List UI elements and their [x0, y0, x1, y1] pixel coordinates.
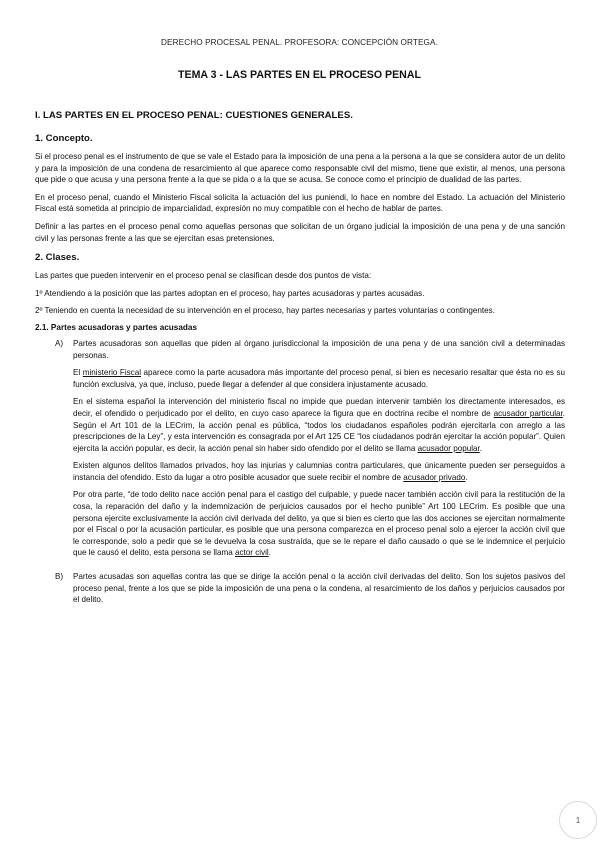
paragraph: 2º Teniendo en cuenta la necesidad de su intervención en el proceso, hay partes necesarias y partes voluntarias o contingentes.	[35, 306, 495, 316]
text-run: El	[73, 368, 83, 378]
list-item-b	[35, 571, 565, 612]
paragraph: Partes acusadoras son aquellas que piden al órgano jurisdiccional la imposición de una pena y de una sanción civil a determinadas personas.	[73, 338, 565, 360]
sub-subsection-heading: 2.1. Partes acusadoras y partes acusadas	[35, 322, 198, 332]
paragraph: Si el proceso penal es el instrumento de que se vale el Estado para la imposición de una pena a la persona a la que se considera autor de un delito y para la imposición de una condena de resarcimiento al que aparece como responsable civil del mismo, tiene que existir, al menos, una persona que pide o que acusa y una persona frente a la que se pida o a la que se acusa. Se conoce como el principio de dualidad de las partes.	[35, 152, 565, 185]
paragraph: Las partes que pueden intervenir en el proceso penal se clasifican desde dos puntos de vista:	[35, 271, 372, 281]
subsection-heading-clases: 2. Clases.	[35, 252, 80, 264]
document-body	[35, 110, 565, 618]
text-run: Existen algunos delitos llamados privados, hoy las injurias y calumnias contra particulares, que únicamente pueden ser perseguidos a instancia del ofendido. Esto da lugar a otro posible acusador que suele recibir el nombre de	[73, 461, 565, 482]
list-item-a	[35, 338, 565, 565]
list-marker: B)	[55, 572, 64, 582]
list-marker: A)	[55, 338, 64, 348]
text-run: Por otra parte, “de todo delito nace acción penal para el castigo del culpable, y puede nacer también acción civil para la restitución de la cosa, la reparación del daño y la indemnización de perjuicios causados por el hecho punible” Art 100 LECrim. Es posible que una persona ejercite exclusivamente la acción civil derivada del delito, ya que si bien es cierto que las dos acciones se ejercitan normalmente por el Fiscal o por la acusación particular, es posible que una persona comparezca en el proceso penal solo a ejercer la acción civil que le corresponde, solo a pedir que se le devuelva la cosa sustraída, que se le repare el daño causado o que se le indemnice el perjuicio que le causó el delito, esta persona se llama	[73, 490, 565, 558]
underlined-term: acusador popular	[417, 443, 480, 453]
page-title: TEMA 3 - LAS PARTES EN EL PROCESO PENAL	[178, 69, 421, 81]
paragraph: 1º Atendiendo a la posición que las partes adoptan en el proceso, hay partes acusadoras y partes acusadas.	[35, 288, 425, 298]
list-item-body	[73, 571, 565, 612]
paragraph: Partes acusadas son aquellas contra las que se dirige la acción penal o la acción civil derivadas del delito. Son los sujetos pasivos del proceso penal, frente a los que se pide la imposición de una pena o la condena, al resarcimiento de los daños y perjuicios causados por el delito.	[73, 572, 565, 605]
paragraph	[73, 396, 565, 454]
text-run: aparece como la parte acusadora más importante del proceso penal, si bien es necesario resaltar que ésta no es su función exclusiva, ya que, incluso, puede llegar a defender al que considera injustamente acusado.	[73, 368, 565, 389]
paragraph: Definir a las partes en el proceso penal como aquellas personas que solicitan de un órgano judicial la imposición de una pena y de una sanción civil y las personas frente a las que se ejercitan esas pretensiones.	[35, 221, 565, 243]
text-run: En el sistema español la intervención del ministerio fiscal no impide que puedan intervenir también los directamente interesados, es decir, el ofendido o perjudicado por el delito, en cuyo caso aparece la figura que en doctrina recibe el nombre de	[73, 397, 565, 418]
paragraph: En el proceso penal, cuando el Ministerio Fiscal solicita la actuación del ius puniendi, lo hace en nombre del Estado. La actuación del Ministerio Fiscal está sometida al principio de imparcialidad, expresión no muy compatible con el hecho de hablar de partes.	[35, 192, 565, 214]
list-item-body	[73, 338, 565, 565]
underlined-term: acusador particular	[493, 408, 563, 418]
paragraph	[73, 460, 565, 483]
paragraph	[73, 367, 565, 390]
section-heading: I. LAS PARTES EN EL PROCESO PENAL: CUESTIONES GENERALES.	[35, 110, 353, 121]
text-run: .	[268, 548, 271, 558]
text-run: .	[465, 472, 468, 482]
subsection-heading-concepto: 1. Concepto.	[35, 133, 93, 144]
page-number: 1	[559, 801, 597, 839]
running-header: DERECHO PROCESAL PENAL. PROFESORA: CONCEPCIÓN ORTEGA.	[161, 38, 438, 47]
text-run: .	[479, 443, 483, 453]
paragraph	[73, 489, 565, 559]
text-run: . Según el Art 101 de la LECrim, la acción penal es pública, “todos los ciudadanos españoles podrán ejercitarla con arreglo a las prescripciones de la Ley”, y esta intervención es consagrada por el Art 125 CE “los ciudadanos podrán ejercitar la acción popular”. Quien ejercita la acción popular, es decir, la acción penal sin haber sido ofendido por el delito se llama	[73, 408, 565, 453]
underlined-term: ministerio Fiscal	[82, 368, 142, 378]
underlined-term: actor civil	[234, 548, 269, 558]
underlined-term: acusador privado	[403, 472, 466, 482]
